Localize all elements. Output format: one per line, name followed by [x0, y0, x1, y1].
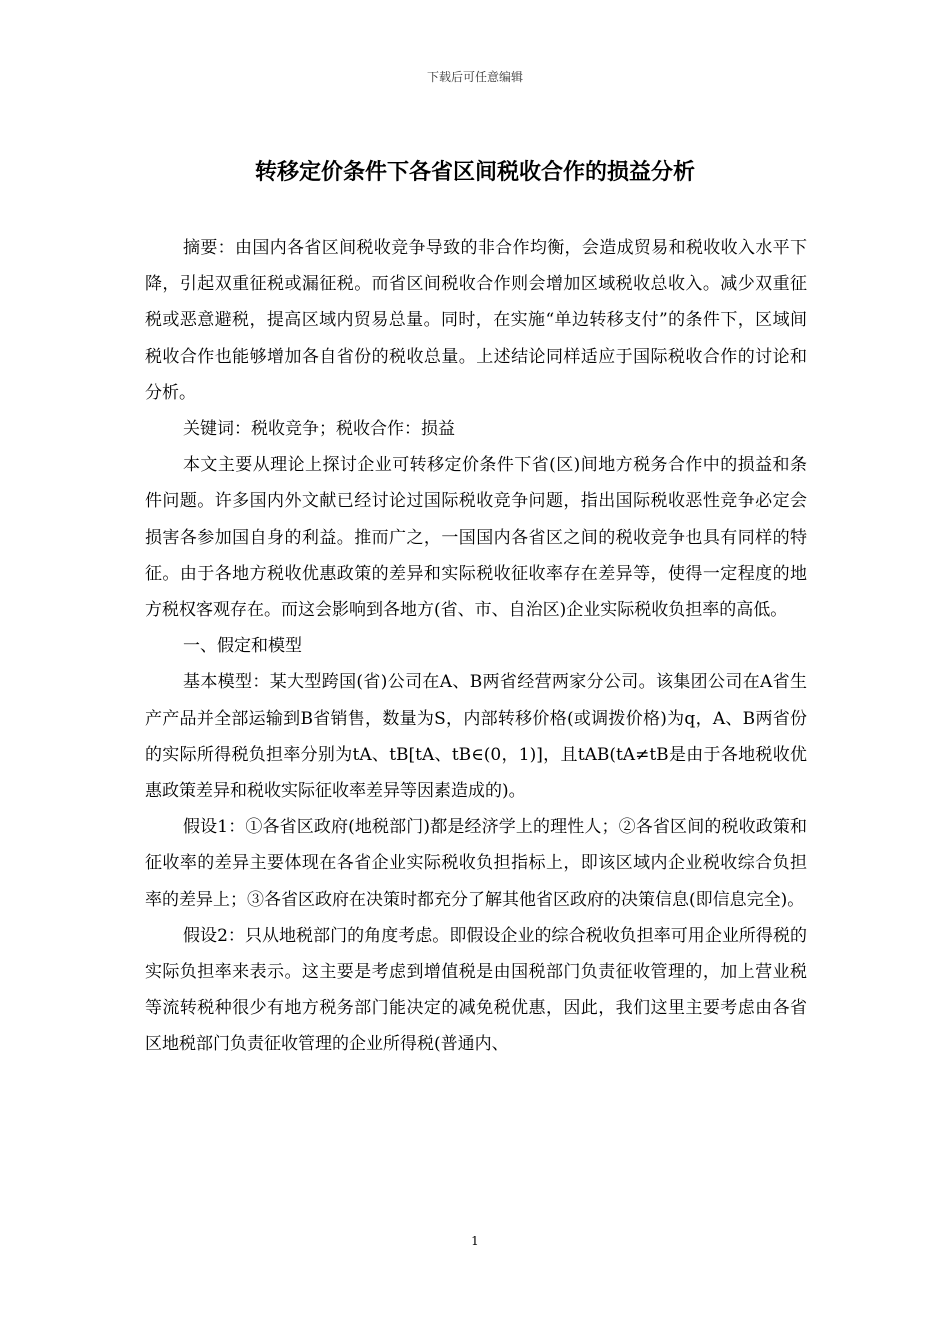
document-body: [145, 230, 807, 1063]
assumption-2-paragraph: 假设2：只从地税部门的角度考虑。即假设企业的综合税收负担率可用企业所得税的实际负担率来表示。这主要是考虑到增值税是由国税部门负责征收管理的，加上营业税等流转税种很少有地方税务部门能决定的减免税优惠，因此，我们这里主要考虑由各省区地税部门负责征收管理的企业所得税(普通内、: [145, 925, 807, 1055]
page-number: 1: [471, 1234, 479, 1248]
assumption-1-paragraph: 假设1：①各省区政府(地税部门)都是经济学上的理性人；②各省区间的税收政策和征收率的差异主要体现在各省企业实际税收负担指标上，即该区域内企业税收综合负担率的差异上；③各省区政府在决策时都充分了解其他省区政府的决策信息(即信息完全)。: [145, 817, 807, 910]
header-note: 下载后可任意编辑: [426, 70, 523, 84]
section-heading: 一、假定和模型: [183, 636, 302, 657]
model-paragraph: 基本模型：某大型跨国(省)公司在A、B两省经营两家分公司。该集团公司在A省生产产品并全部运输到B省销售，数量为S，内部转移价格(或调拨价格)为q，A、B两省份的实际所得税负担率分别为tA、tB[tA、tB∈(0，1)]，且tAB(tA≠tB是由于各地税收优惠政策差异和税收实际征收率差异等因素造成的)。: [145, 672, 807, 802]
abstract-paragraph: 摘要：由国内各省区间税收竞争导致的非合作均衡，会造成贸易和税收收入水平下降，引起双重征税或漏征税。而省区间税收合作则会增加区域税收总收入。减少双重征税或恶意避税，提高区域内贸易总量。同时，在实施“单边转移支付”的条件下，区域间税收合作也能够增加各自省份的税收总量。上述结论同样适应于国际税收合作的讨论和分析。: [145, 238, 807, 403]
intro-paragraph: 本文主要从理论上探讨企业可转移定价条件下省(区)间地方税务合作中的损益和条件问题。许多国内外文献已经讨论过国际税收竞争问题，指出国际税收恶性竞争必定会损害各参加国自身的利益。推而广之，一国国内各省区之间的税收竞争也具有同样的特征。由于各地方税收优惠政策的差异和实际税收征收率存在差异等，使得一定程度的地方税权客观存在。而这会影响到各地方(省、市、自治区)企业实际税收负担率的高低。: [145, 455, 807, 621]
document-title: 转移定价条件下各省区间税收合作的损益分析: [254, 159, 695, 185]
keywords-paragraph: 关键词：税收竞争；税收合作：损益: [183, 419, 455, 440]
